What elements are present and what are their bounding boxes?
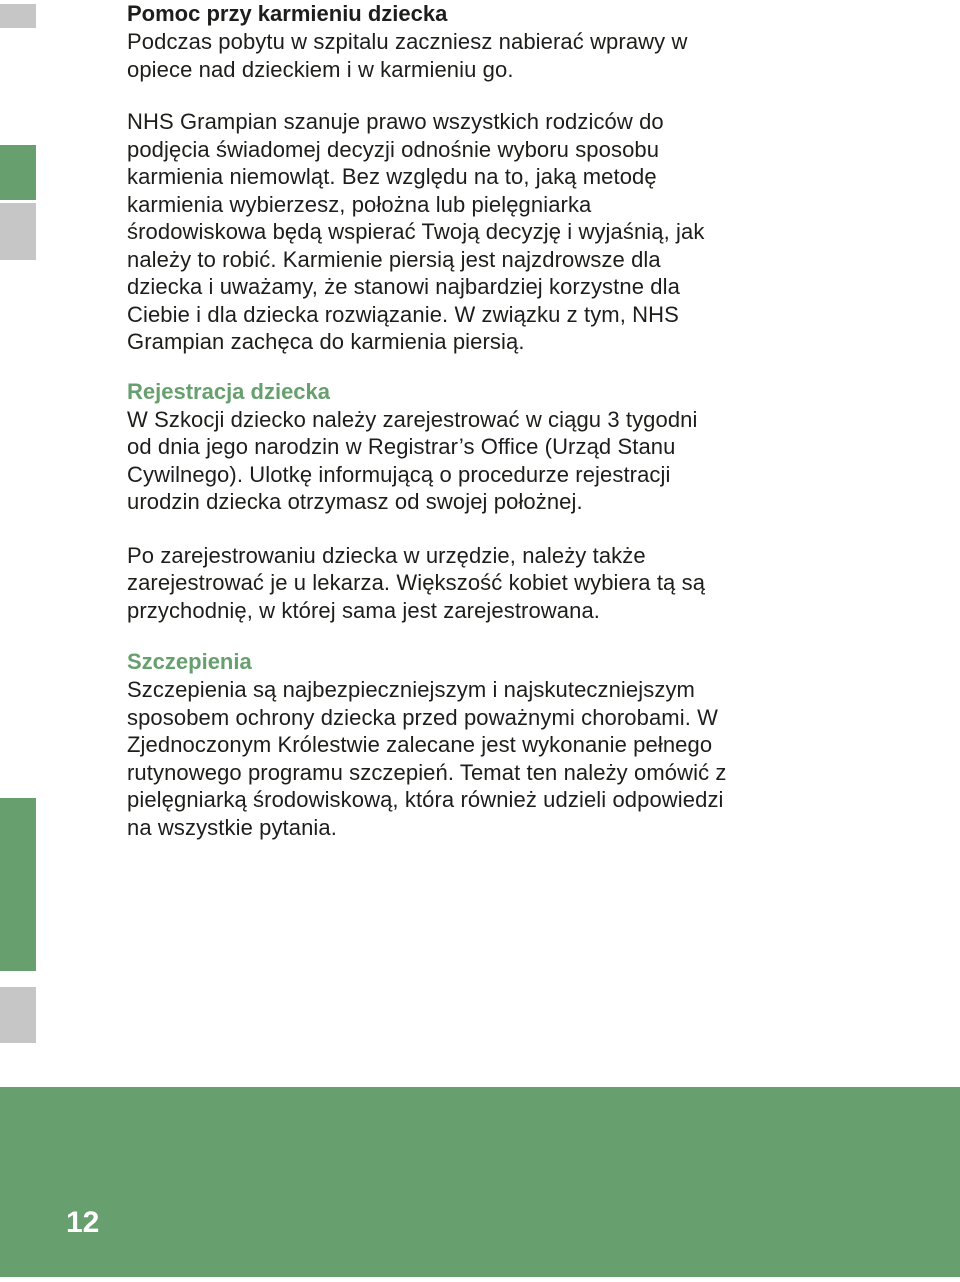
main-content [127,0,807,841]
text-line: Grampian zachęca do karmienia piersią. [127,329,525,354]
feeding-paragraph [127,108,807,356]
text-line: karmienia wybierzesz, położna lub pielęgniarka [127,191,592,217]
edge-tab-green-2 [0,798,36,971]
feeding-intro [127,28,807,83]
text-line: pielęgniarką środowiskową, która również udzieli odpowiedzi [127,787,724,812]
footer-band [0,1087,960,1277]
text-line: Szczepienia są najbezpieczniejszym i najskuteczniejszym [127,677,695,702]
text-line: Ciebie i dla dziecka rozwiązanie. W związku z tym, NHS [127,301,679,327]
page-number: 12 [66,1206,100,1239]
text-line: NHS Grampian szanuje prawo wszystkich rodziców do [127,109,664,134]
text-line: karmienia niemowląt. Bez względu na to, jaką metodę [127,164,657,189]
edge-tab-grey-2 [0,203,36,260]
section-title-vaccinations: Szczepienia [127,649,252,674]
text-line: W Szkocji dziecko należy zarejestrować w ciągu 3 tygodni [127,406,698,432]
edge-tab-green-1 [0,145,36,200]
text-line: rutynowego programu szczepień. Temat ten należy omówić z [127,759,727,785]
text-line: przychodnię, w której sama jest zarejestrowana. [127,597,601,623]
text-line: urodzin dziecka otrzymasz od swojej położnej. [127,489,583,514]
edge-tab-grey-3 [0,987,36,1043]
text-line: należy to robić. Karmienie piersią jest najzdrowsze dla [127,246,661,272]
text-line: Po zarejestrowaniu dziecka w urzędzie, należy także [127,542,646,568]
text-line: Zjednoczonym Królestwie zalecane jest wykonanie pełnego [127,732,713,757]
text-line: Cywilnego). Ulotkę informującą o procedurze rejestracji [127,461,671,487]
text-line: zarejestrować je u lekarza. Większość kobiet wybiera tą są [127,570,706,595]
text-line: opiece nad dzieckiem i w karmieniu go. [127,56,514,82]
text-line: sposobem ochrony dziecka przed poważnymi chorobami. W [127,704,719,730]
edge-tab-grey-1 [0,4,36,28]
text-line: na wszystkie pytania. [127,814,337,840]
section-title-feeding: Pomoc przy karmieniu dziecka [127,1,448,26]
text-line: Podczas pobytu w szpitalu zaczniesz nabierać wprawy w [127,29,688,54]
vaccinations-paragraph [127,676,807,841]
text-line: dziecka i uważamy, że stanowi najbardziej korzystne dla [127,274,680,299]
text-line: podjęcia świadomej decyzji odnośnie wyboru sposobu [127,136,660,162]
section-title-registration: Rejestracja dziecka [127,378,331,404]
registration-paragraph-1 [127,406,807,516]
text-line: środowiskowa będą wspierać Twoją decyzję i wyjaśnią, jak [127,219,705,244]
text-line: od dnia jego narodzin w Registrar’s Office (Urząd Stanu [127,434,676,459]
registration-paragraph-2 [127,542,807,625]
footer-bottom-strip [0,1277,960,1282]
